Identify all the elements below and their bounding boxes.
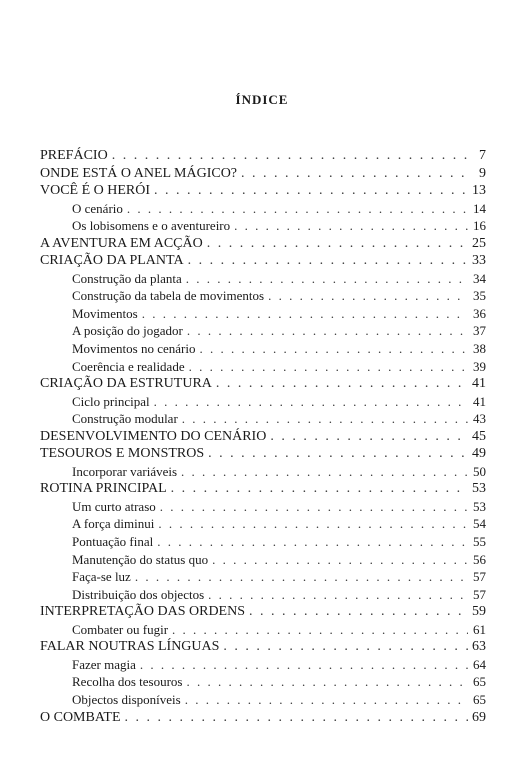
- toc-entry-page-number: 36: [473, 305, 486, 321]
- dot-leader: [268, 287, 468, 305]
- toc-entry-page-number: 33: [472, 253, 486, 269]
- dot-leader: [186, 270, 468, 288]
- dot-leader: [216, 375, 468, 393]
- toc-subentry: [40, 673, 486, 691]
- toc-entry-page-number: 45: [472, 428, 486, 444]
- dot-leader: [199, 340, 468, 358]
- toc-entry: [40, 445, 486, 463]
- dot-leader: [135, 568, 468, 586]
- toc-entry: [40, 603, 486, 621]
- toc-entry-page-number: 49: [472, 446, 486, 462]
- toc-entry-page-number: 25: [472, 235, 486, 251]
- toc-entry-label: Movimentos: [72, 305, 138, 321]
- toc-subentry: [40, 551, 486, 569]
- toc-entry-label: DESENVOLVIMENTO DO CENÁRIO: [40, 428, 267, 444]
- toc-entry-label: Ciclo principal: [72, 393, 150, 409]
- toc-entry-page-number: 14: [473, 200, 486, 216]
- toc-entry-label: Um curto atraso: [72, 498, 156, 514]
- toc-entry: [40, 182, 486, 200]
- toc-entry-label: ROTINA PRINCIPAL: [40, 481, 167, 497]
- toc-subentry: [40, 621, 486, 639]
- dot-leader: [208, 586, 468, 604]
- dot-leader: [212, 551, 468, 569]
- dot-leader: [208, 445, 468, 463]
- toc-subentry: [40, 200, 486, 218]
- toc-entry-page-number: 56: [473, 551, 486, 567]
- dot-leader: [185, 691, 468, 709]
- toc-entry: [40, 165, 486, 183]
- toc-entry-label: O COMBATE: [40, 709, 121, 725]
- dot-leader: [127, 200, 468, 218]
- toc-entry-label: CRIAÇÃO DA PLANTA: [40, 253, 184, 269]
- toc-entry-label: Objectos disponíveis: [72, 691, 181, 707]
- dot-leader: [187, 322, 468, 340]
- dot-leader: [182, 410, 468, 428]
- dot-leader: [154, 182, 468, 200]
- toc-entry-page-number: 65: [473, 691, 486, 707]
- toc-entry-label: INTERPRETAÇÃO DAS ORDENS: [40, 604, 246, 620]
- toc-entry-page-number: 65: [473, 674, 486, 690]
- toc-subentry: [40, 656, 486, 674]
- toc-entry: [40, 375, 486, 393]
- toc-subentry: [40, 498, 486, 516]
- toc-subentry: [40, 533, 486, 551]
- toc-entry-label: Combater ou fugir: [72, 621, 169, 637]
- toc-entry-page-number: 54: [473, 516, 486, 532]
- toc-entry-page-number: 34: [473, 270, 486, 286]
- dot-leader: [160, 498, 468, 516]
- toc-subentry: [40, 586, 486, 604]
- toc-entry-label: Faça-se luz: [72, 569, 131, 585]
- toc-entry-page-number: 53: [473, 498, 486, 514]
- toc-subentry: [40, 393, 486, 411]
- dot-leader: [270, 428, 468, 446]
- toc-entry-page-number: 13: [472, 183, 486, 199]
- dot-leader: [207, 235, 468, 253]
- toc-entry-label: Manutenção do status quo: [72, 551, 209, 567]
- toc-subentry: [40, 287, 486, 305]
- dot-leader: [142, 305, 468, 323]
- toc-entry-page-number: 16: [473, 218, 486, 234]
- toc-entry-label: Construção modular: [72, 411, 178, 427]
- dot-leader: [172, 621, 468, 639]
- toc-entry-page-number: 55: [473, 534, 486, 550]
- toc-entry-label: ONDE ESTÁ O ANEL MÁGICO?: [40, 165, 238, 181]
- dot-leader: [223, 638, 468, 656]
- toc-entry-page-number: 61: [473, 621, 486, 637]
- toc-entry: [40, 147, 486, 165]
- toc-entry-label: PREFÁCIO: [40, 148, 108, 163]
- toc-entry-page-number: 63: [472, 639, 486, 655]
- toc-entry-label: O cenário: [72, 200, 123, 216]
- table-of-contents: [40, 147, 486, 726]
- toc-entry-page-number: 57: [473, 569, 486, 585]
- toc-entry-page-number: 57: [473, 586, 486, 602]
- toc-entry: [40, 252, 486, 270]
- dot-leader: [234, 217, 468, 235]
- toc-entry-label: Construção da planta: [72, 270, 182, 286]
- toc-entry-label: FALAR NOUTRAS LÍNGUAS: [40, 639, 220, 655]
- toc-entry-label: CRIAÇÃO DA ESTRUTURA: [40, 376, 212, 392]
- dot-leader: [158, 515, 468, 533]
- toc-entry: [40, 235, 486, 253]
- page-title: ÍNDICE: [235, 92, 289, 107]
- toc-subentry: [40, 463, 486, 481]
- toc-entry-page-number: 41: [473, 393, 486, 409]
- toc-entry-page-number: 7: [479, 148, 486, 163]
- toc-subentry: [40, 322, 486, 340]
- dot-leader: [171, 480, 468, 498]
- toc-entry-label: Distribuição dos objectos: [72, 586, 205, 602]
- dot-leader: [154, 393, 468, 411]
- toc-entry-label: Incorporar variáveis: [72, 463, 178, 479]
- toc-entry-label: Movimentos no cenário: [72, 341, 196, 357]
- toc-entry-page-number: 9: [479, 165, 486, 181]
- toc-entry-page-number: 39: [473, 358, 486, 374]
- toc-entry: [40, 428, 486, 446]
- dot-leader: [241, 165, 468, 183]
- toc-entry-label: A AVENTURA EM ACÇÃO: [40, 235, 203, 251]
- toc-entry-label: TESOUROS E MONSTROS: [40, 446, 205, 462]
- dot-leader: [181, 463, 468, 481]
- toc-entry-label: Coerência e realidade: [72, 358, 185, 374]
- dot-leader: [140, 656, 468, 674]
- toc-subentry: [40, 691, 486, 709]
- toc-entry-page-number: 37: [473, 323, 486, 339]
- toc-subentry: [40, 340, 486, 358]
- toc-entry-page-number: 38: [473, 341, 486, 357]
- toc-entry-page-number: 50: [473, 463, 486, 479]
- dot-leader: [189, 358, 468, 376]
- dot-leader: [249, 603, 468, 621]
- toc-entry-page-number: 53: [472, 481, 486, 497]
- toc-subentry: [40, 305, 486, 323]
- toc-entry-label: Recolha dos tesouros: [72, 674, 183, 690]
- dot-leader: [157, 533, 468, 551]
- toc-subentry: [40, 358, 486, 376]
- toc-entry-page-number: 69: [472, 709, 486, 725]
- toc-entry-page-number: 43: [473, 411, 486, 427]
- toc-entry: [40, 638, 486, 656]
- toc-entry-label: Construção da tabela de movimentos: [72, 288, 265, 304]
- toc-entry-label: Fazer magia: [72, 656, 136, 672]
- toc-entry: [40, 480, 486, 498]
- toc-subentry: [40, 568, 486, 586]
- toc-entry-page-number: 35: [473, 288, 486, 304]
- toc-entry-label: Pontuação final: [72, 534, 154, 550]
- toc-entry-label: A força diminui: [72, 516, 155, 532]
- toc-entry-label: Os lobisomens e o aventureiro: [72, 218, 231, 234]
- toc-entry: [40, 709, 486, 727]
- dot-leader: [186, 673, 468, 691]
- dot-leader: [188, 252, 468, 270]
- toc-entry-page-number: 64: [473, 656, 486, 672]
- dot-leader: [112, 147, 468, 165]
- toc-entry-page-number: 41: [472, 376, 486, 392]
- toc-entry-label: VOCÊ É O HERÓI: [40, 183, 151, 199]
- toc-entry-page-number: 59: [472, 604, 486, 620]
- toc-subentry: [40, 217, 486, 235]
- toc-subentry: [40, 515, 486, 533]
- toc-subentry: [40, 270, 486, 288]
- toc-subentry: [40, 410, 486, 428]
- dot-leader: [125, 709, 468, 727]
- toc-entry-label: A posição do jogador: [72, 323, 183, 339]
